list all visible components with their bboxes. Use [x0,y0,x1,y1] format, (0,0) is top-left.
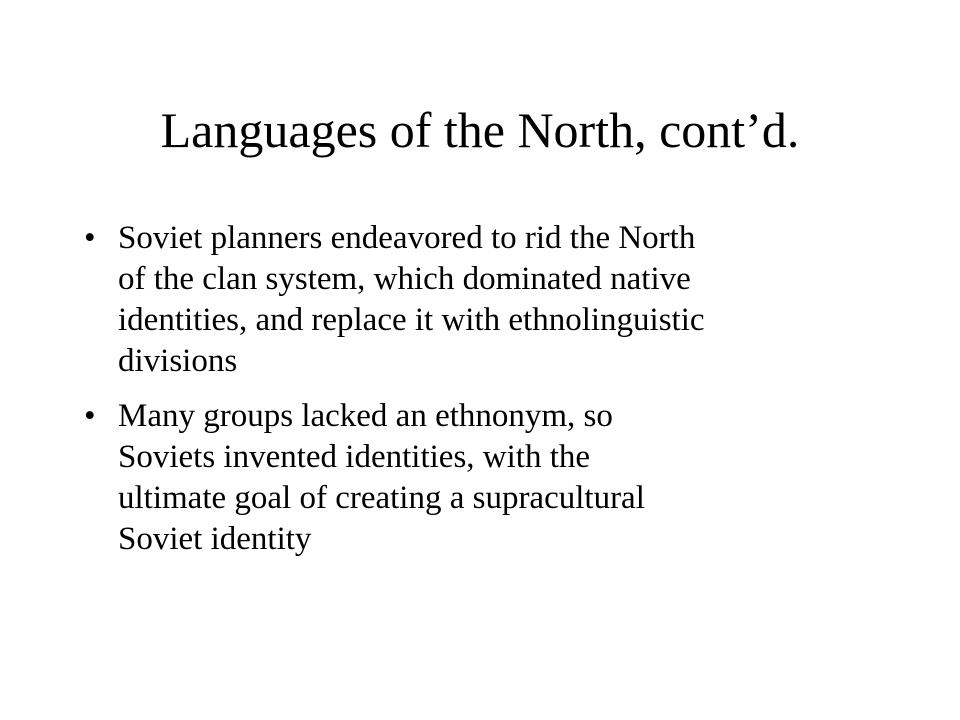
bullet-list [84,218,884,574]
bullet-text-line: divisions [118,343,238,379]
bullet-text-line: Soviet identity [118,521,312,557]
bullet-text-line: Soviet planners endeavored to rid the North [118,220,696,256]
bullet-text-line: Soviets invented identities, with the [118,439,591,475]
bullet-text-line: identities, and replace it with ethnolinguistic [118,302,705,338]
bullet-text-line: Many groups lacked an ethnonym, so [118,398,613,434]
slide-title: Languages of the North, cont’d. [160,102,800,158]
bullet-marker-icon: • [84,220,96,256]
bullet-item [84,396,884,560]
bullet-text-line: of the clan system, which dominated native [118,261,691,297]
bullet-text-line: ultimate goal of creating a supracultural [118,480,645,516]
bullet-item [84,218,884,382]
bullet-marker-icon: • [84,398,96,434]
